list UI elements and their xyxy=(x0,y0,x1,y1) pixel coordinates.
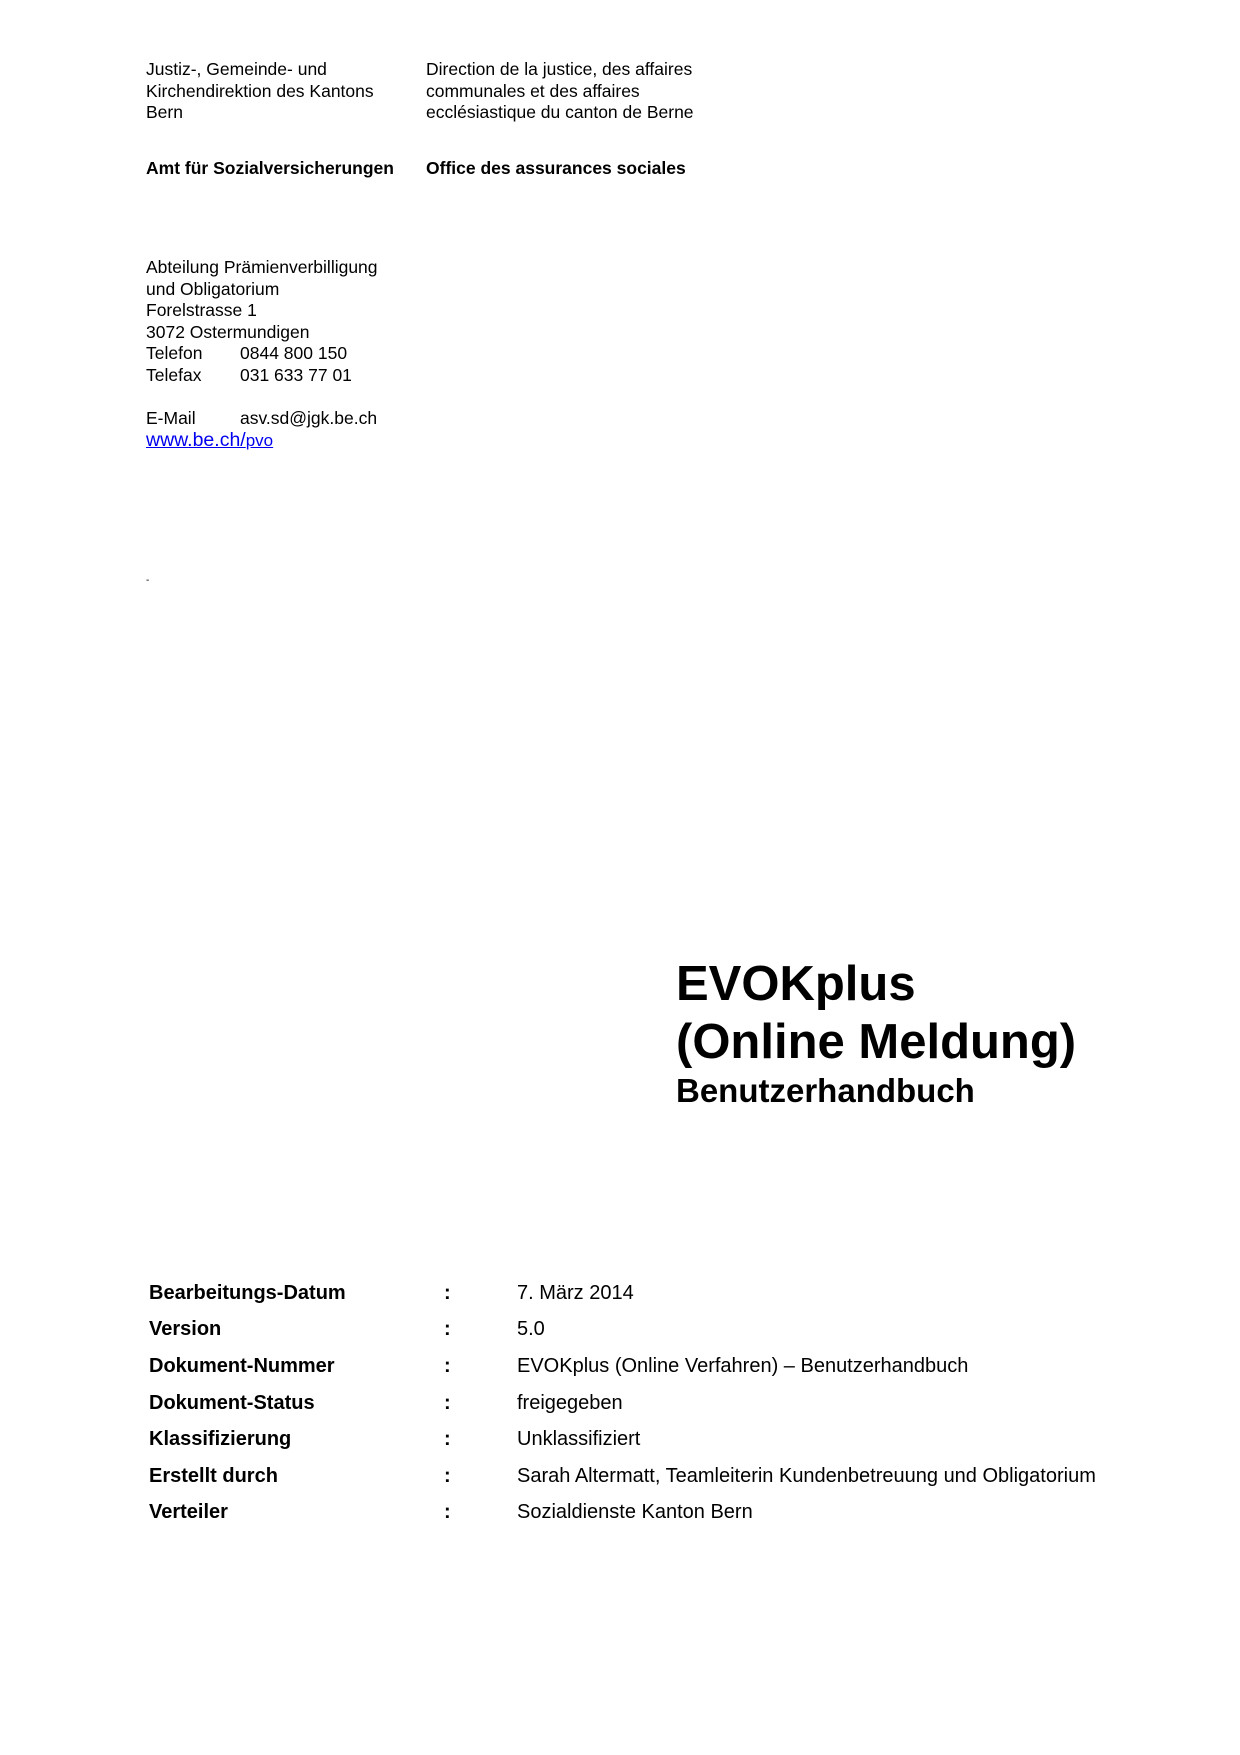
metadata-label: Erstellt durch xyxy=(149,1464,278,1487)
metadata-row xyxy=(149,1348,1096,1385)
phone-value: 0844 800 150 xyxy=(240,343,348,363)
metadata-row xyxy=(149,1385,1096,1422)
address-spacer xyxy=(146,386,378,408)
org-name-fr xyxy=(426,59,694,124)
org-name-de-line: Justiz-, Gemeinde- und xyxy=(146,59,327,79)
org-name-fr-line: ecclésiastique du canton de Berne xyxy=(426,102,694,122)
email-label: E-Mail xyxy=(146,407,196,428)
metadata-colon: : xyxy=(444,1428,451,1451)
metadata-row xyxy=(149,1312,1096,1349)
website-link[interactable] xyxy=(146,429,273,451)
document-title-line2: (Online Meldung) xyxy=(676,1015,1077,1069)
address-line: Abteilung Prämienverbilligung xyxy=(146,257,378,277)
metadata-colon: : xyxy=(444,1501,451,1524)
email-value: asv.sd@jgk.be.ch xyxy=(240,407,378,428)
fax-label: Telefax xyxy=(146,364,202,385)
email-row xyxy=(146,408,378,430)
phone-label: Telefon xyxy=(146,343,203,363)
fax-value: 031 633 77 01 xyxy=(240,364,352,385)
metadata-label: Version xyxy=(149,1318,222,1341)
metadata-value: EVOKplus (Online Verfahren) – Benutzerhandbuch xyxy=(517,1354,969,1377)
metadata-colon: : xyxy=(444,1391,451,1414)
metadata-label: Verteiler xyxy=(149,1501,228,1524)
org-name-de-line: Kirchendirektion des Kantons xyxy=(146,80,374,101)
metadata-body xyxy=(149,1275,1096,1531)
metadata-value: Sozialdienste Kanton Bern xyxy=(517,1501,753,1524)
metadata-label: Dokument-Status xyxy=(149,1391,315,1414)
address-block xyxy=(146,257,378,452)
document-title-line1: EVOKplus xyxy=(676,957,916,1011)
metadata-value: freigegeben xyxy=(517,1391,623,1414)
phone-row xyxy=(146,343,378,365)
metadata-row xyxy=(149,1421,1096,1458)
metadata-row xyxy=(149,1458,1096,1495)
metadata-value: Unklassifiziert xyxy=(517,1428,641,1451)
address-line: Forelstrasse 1 xyxy=(146,300,257,320)
document-subtitle: Benutzerhandbuch xyxy=(676,1072,975,1109)
metadata-value: 5.0 xyxy=(517,1318,545,1341)
address-line: 3072 Ostermundigen xyxy=(146,321,310,342)
metadata-row xyxy=(149,1495,1096,1532)
org-name-fr-line: communales et des affaires xyxy=(426,80,640,101)
document-metadata-table xyxy=(149,1275,1096,1531)
address-line: und Obligatorium xyxy=(146,278,280,299)
metadata-colon: : xyxy=(444,1464,451,1487)
website-link-main: www.be.ch/ xyxy=(146,429,246,451)
metadata-colon: : xyxy=(444,1281,451,1304)
metadata-label: Bearbeitungs-Datum xyxy=(149,1281,346,1304)
org-name-de-line: Bern xyxy=(146,102,183,122)
office-name-fr: Office des assurances sociales xyxy=(426,158,686,178)
document-title xyxy=(676,955,1076,1111)
metadata-value: Sarah Altermatt, Teamleiterin Kundenbetreuung und Obligatorium xyxy=(517,1464,1096,1487)
org-name-de xyxy=(146,59,374,124)
office-name-de: Amt für Sozialversicherungen xyxy=(146,158,394,178)
metadata-colon: : xyxy=(444,1318,451,1341)
metadata-label: Dokument-Nummer xyxy=(149,1354,335,1377)
org-name-fr-line: Direction de la justice, des affaires xyxy=(426,59,693,79)
fax-row xyxy=(146,365,378,387)
metadata-colon: : xyxy=(444,1354,451,1377)
metadata-value: 7. März 2014 xyxy=(517,1281,634,1304)
metadata-label: Klassifizierung xyxy=(149,1428,292,1451)
metadata-row xyxy=(149,1275,1096,1312)
website-link-path: pvo xyxy=(245,431,274,450)
separator-mark: - xyxy=(146,575,150,586)
